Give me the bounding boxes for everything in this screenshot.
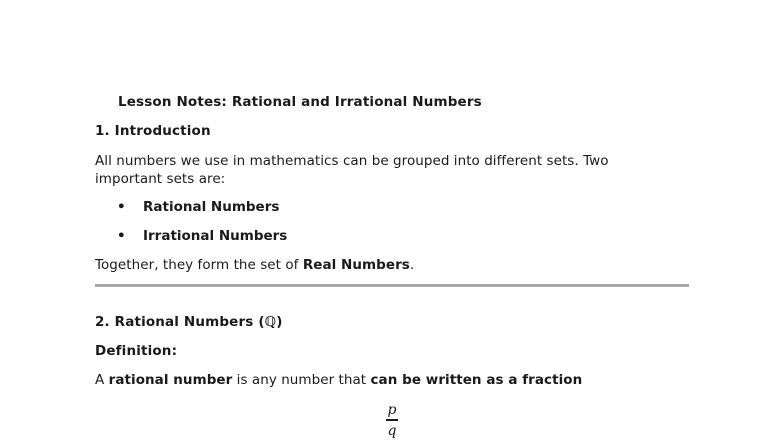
definition-term: rational number xyxy=(108,372,233,388)
bullet-icon: • xyxy=(117,228,126,244)
fraction-numerator: p xyxy=(387,402,397,418)
list-item xyxy=(117,199,279,215)
definition-emphasis: can be written as a fraction xyxy=(370,372,583,388)
bullet-label: Rational Numbers xyxy=(143,199,280,215)
closing-end: . xyxy=(409,257,415,273)
bullet-label: Irrational Numbers xyxy=(143,228,288,244)
section-divider xyxy=(95,284,689,287)
section-heading-introduction: 1. Introduction xyxy=(95,123,211,139)
closing-emphasis: Real Numbers xyxy=(302,257,410,273)
page-title: Lesson Notes: Rational and Irrational Numbers xyxy=(118,94,482,110)
closing-text: Together, they form the set of xyxy=(95,257,303,273)
definition-text: A xyxy=(95,372,109,388)
closing-paragraph xyxy=(95,256,655,274)
list-item xyxy=(117,228,287,244)
bullet-icon: • xyxy=(117,199,126,215)
fraction-bar xyxy=(386,419,398,421)
definition-text: is any number that xyxy=(232,372,371,388)
fraction-denominator: q xyxy=(387,422,397,439)
intro-paragraph: All numbers we use in mathematics can be grouped into different sets. Two important sets are: xyxy=(95,153,609,187)
fraction-formula xyxy=(384,402,400,439)
lesson-document xyxy=(95,0,690,441)
definition-label: Definition: xyxy=(95,343,178,359)
definition-paragraph xyxy=(95,371,655,389)
section-heading-rational: 2. Rational Numbers (ℚ) xyxy=(95,314,283,330)
